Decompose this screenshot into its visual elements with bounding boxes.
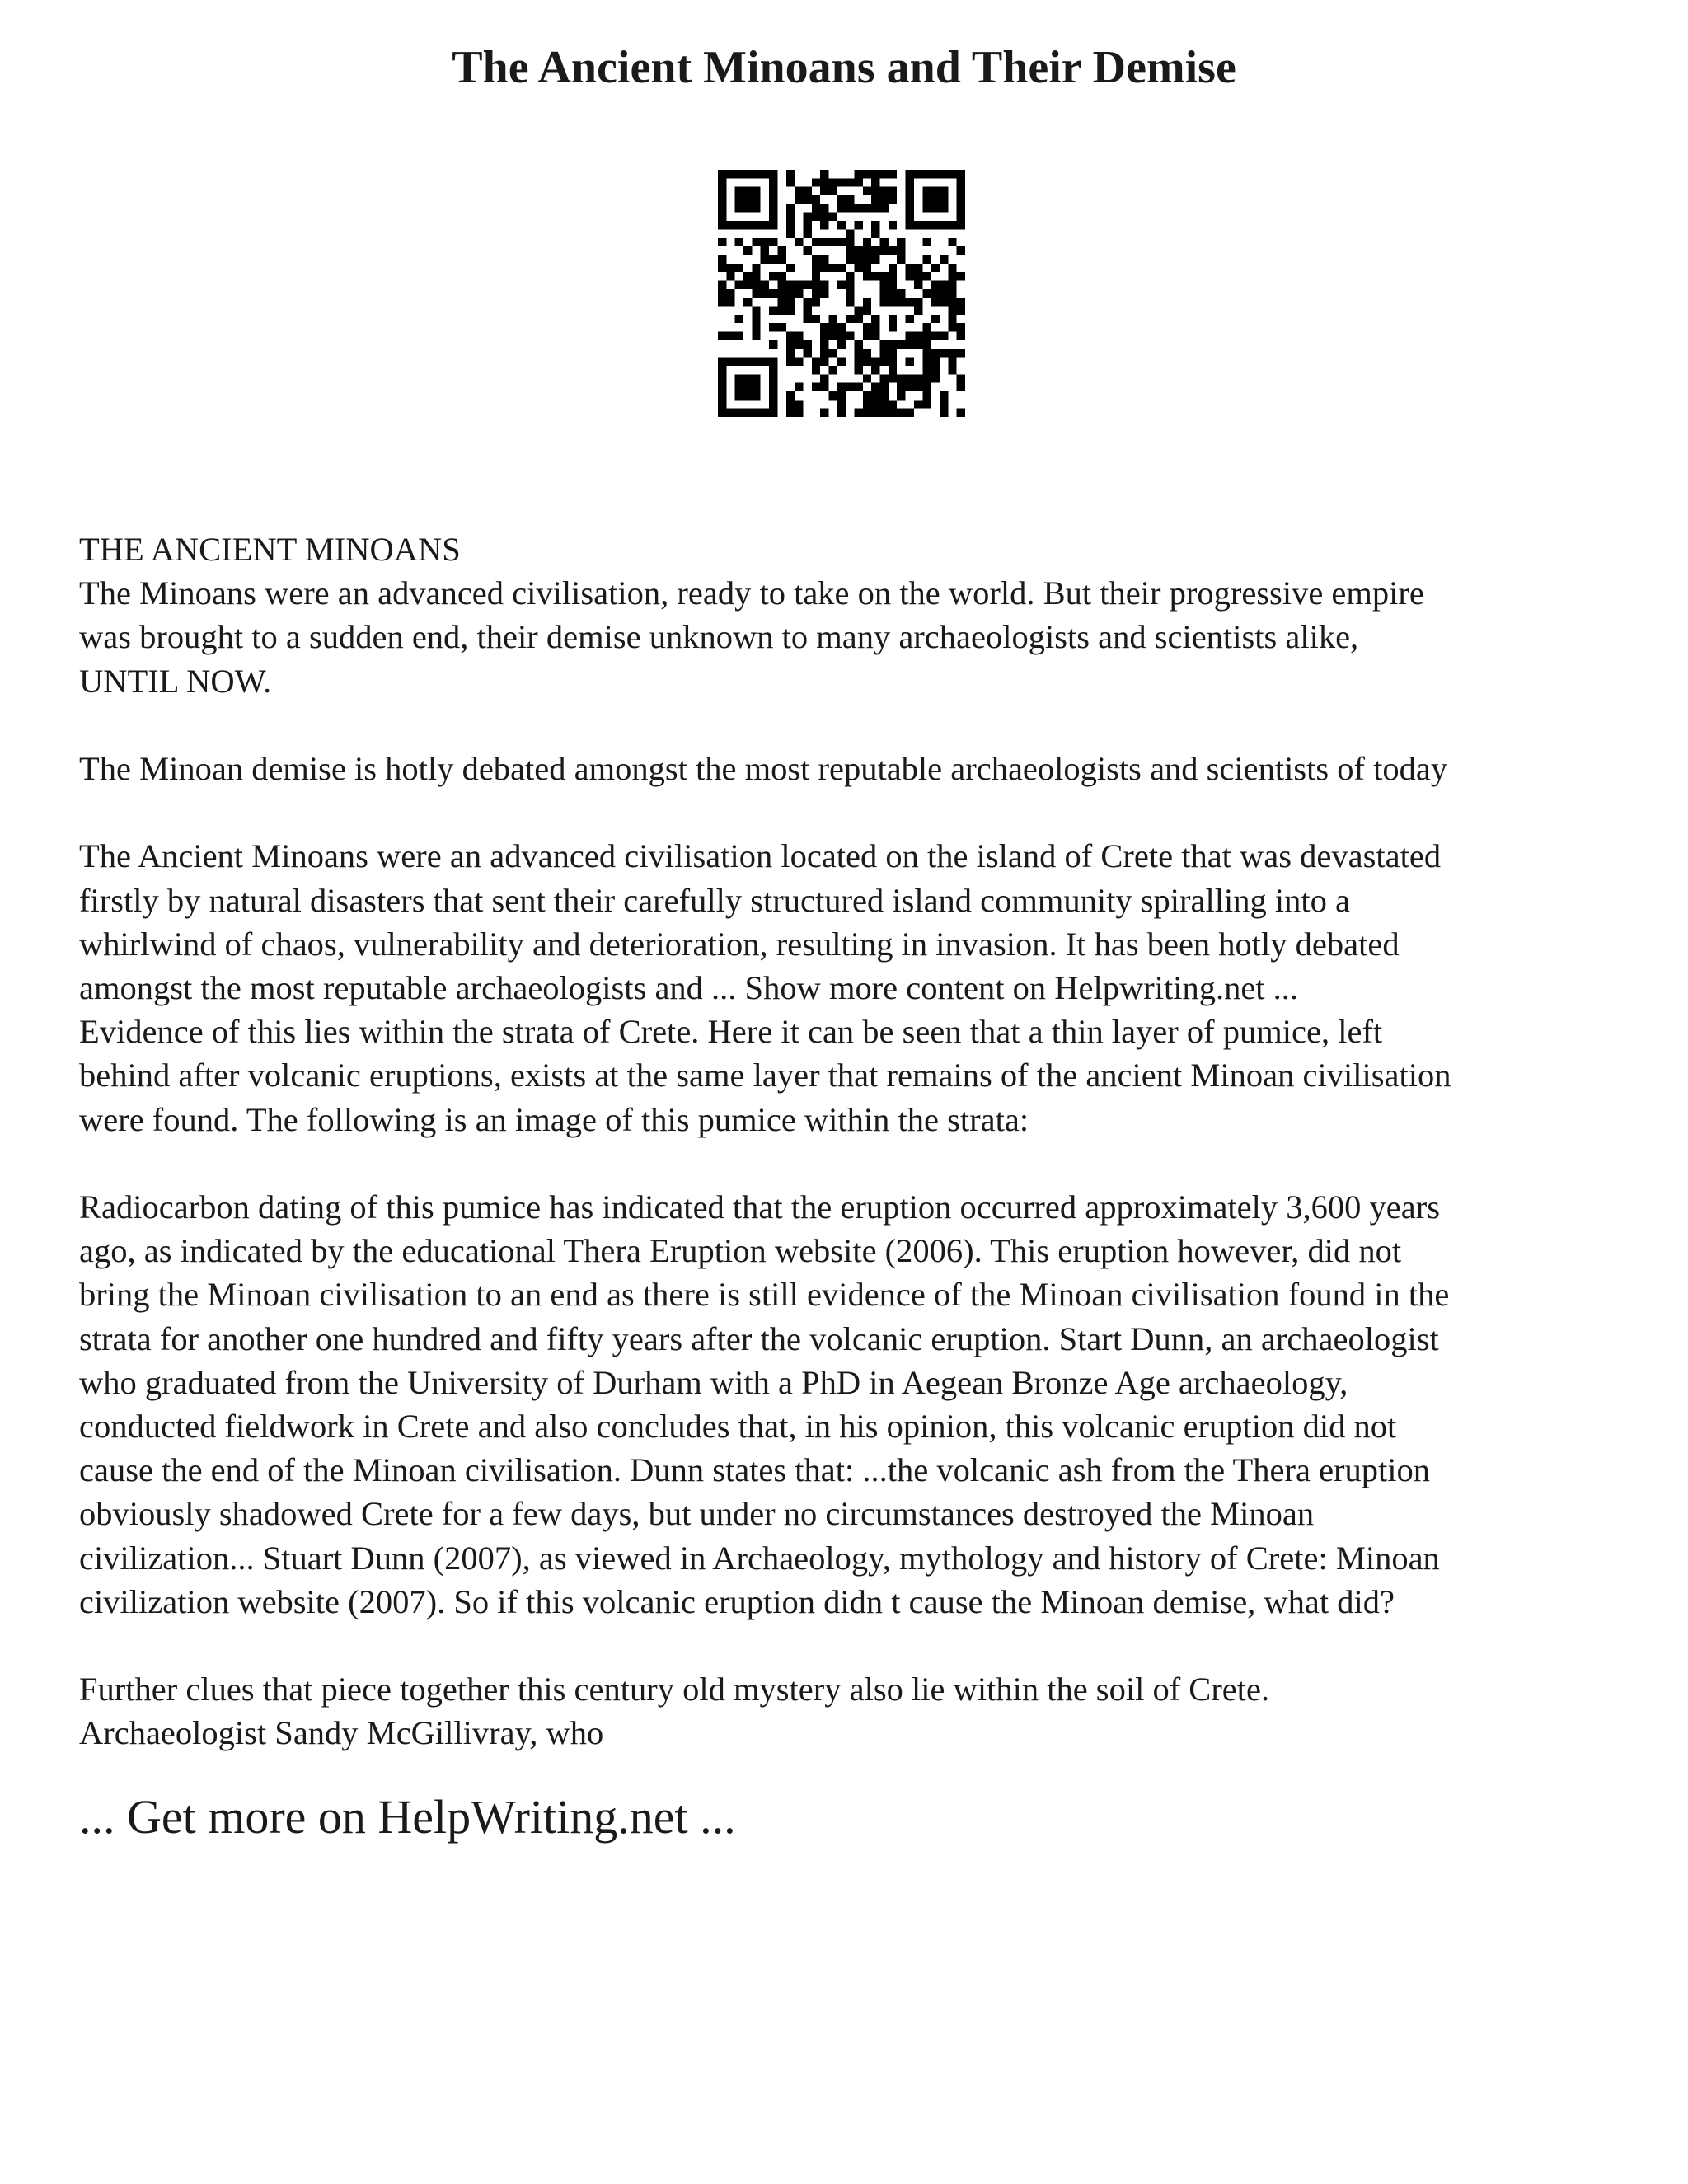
paragraph-intro: THE ANCIENT MINOANS The Minoans were an advanced civilisation, ready to take on the world. But their progressive empire was brought to a sudden end, their demise unknown to many archaeologists and scientists alike, UNTIL NOW.	[79, 531, 1424, 700]
document-body	[79, 527, 1620, 1799]
paragraph-radiocarbon: Radiocarbon dating of this pumice has indicated that the eruption occurred approximately 3,600 years ago, as indicated by the educational Thera Eruption website (2006). This eruption however, did not bring the Minoan civilisation to an end as there is still evidence of the Minoan civilisation found in the strata for another one hundred and fifty years after the volcanic eruption. Start Dunn, an archaeologist who graduated from the University of Durham with a PhD in Aegean Bronze Age archaeology, conducted fieldwork in Crete and also concludes that, in his opinion, this volcanic eruption did not cause the end of the Minoan civilisation. Dunn states that: ...the volcanic ash from the Thera eruption obviously shadowed Crete for a few days, but under no circumstances destroyed the Minoan civilization... Stuart Dunn (2007), as viewed in Archaeology, mythology and history of Crete: Minoan civilization website (2007). So if this volcanic eruption didn t cause the Minoan demise, what did?	[79, 1188, 1450, 1620]
get-more-link[interactable]: ... Get more on HelpWriting.net ...	[79, 1790, 736, 1844]
document-title: The Ancient Minoans and Their Demise	[452, 42, 1236, 93]
paragraph-debate: The Minoan demise is hotly debated amongst the most reputable archaeologists and scientists of today	[79, 750, 1448, 787]
paragraph-overview: The Ancient Minoans were an advanced civilisation located on the island of Crete that was devastated firstly by natural disasters that sent their carefully structured island community spiralling into a whirlwind of chaos, vulnerability and deterioration, resulting in invasion. It has been hotly debated amongst the most reputable archaeologists and ... Show more content on Helpwriting.net ... Evidence of this lies within the strata of Crete. Here it can be seen that a thin layer of pumice, left behind after volcanic eruptions, exists at the same layer that remains of the ancient Minoan civilisation were found. The following is an image of this pumice within the strata:	[79, 837, 1451, 1138]
paragraph-further-clues: Further clues that piece together this century old mystery also lie within the soil of Crete. Archaeologist Sandy McGillivray, who	[79, 1671, 1270, 1752]
qr-code-graphic	[718, 170, 965, 417]
qr-code[interactable]	[718, 170, 965, 417]
